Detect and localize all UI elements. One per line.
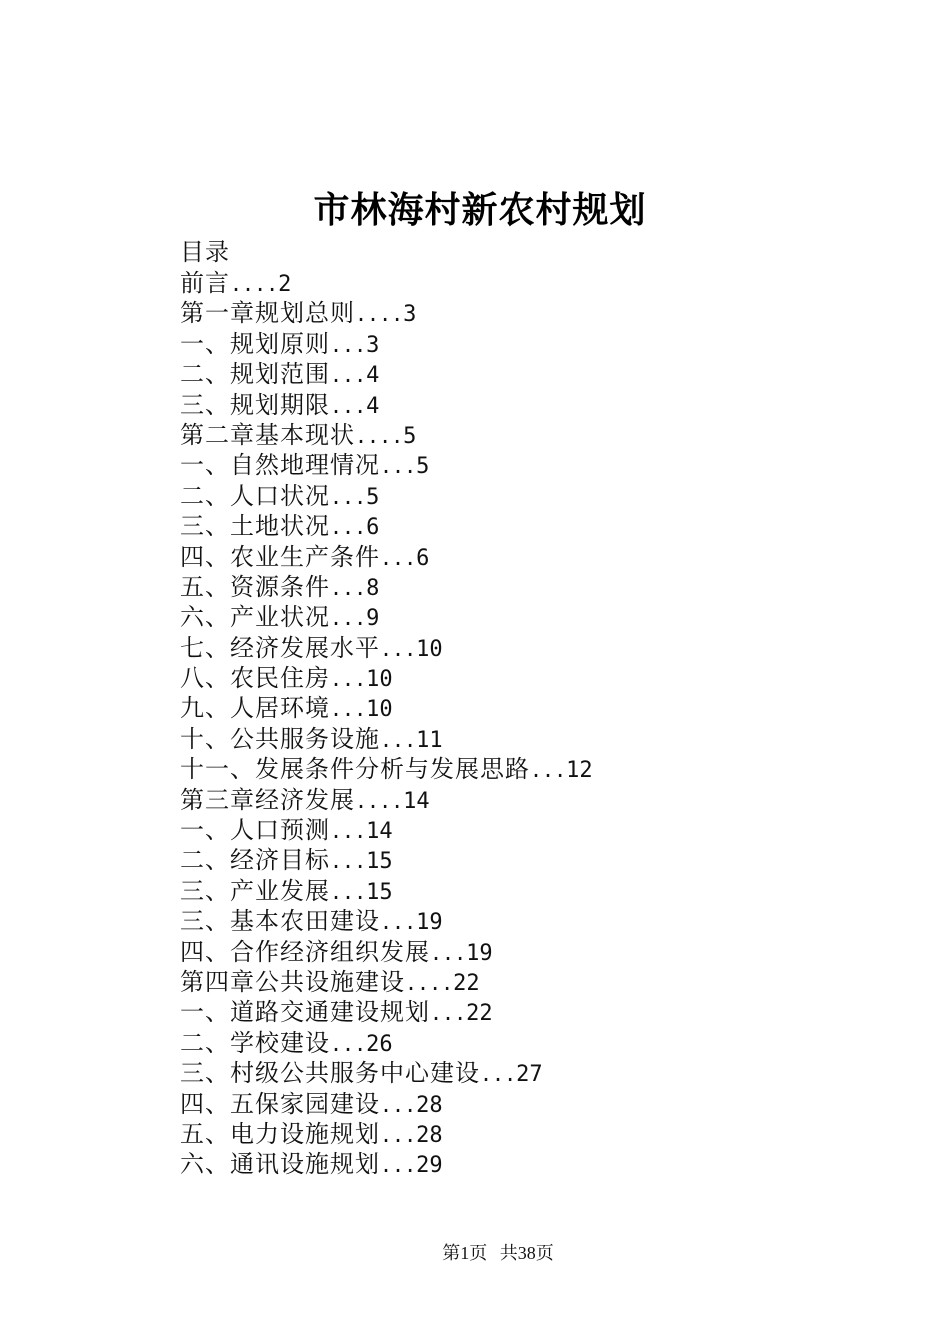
toc-entry[interactable] (180, 450, 593, 480)
toc-entry[interactable] (180, 1119, 593, 1149)
toc-entry-leader-dots: ... (380, 454, 417, 479)
toc-entry-title: 一、自然地理情况 (180, 451, 380, 480)
toc-entry[interactable] (180, 693, 593, 723)
toc-entry-leader-dots: ... (330, 332, 367, 357)
toc-entry-leader-dots: .... (355, 788, 404, 813)
toc-entry-page-number: 29 (416, 1153, 443, 1179)
toc-entry-title: 三、土地状况 (180, 512, 330, 541)
toc-entry-page-number: 6 (416, 545, 430, 571)
toc-entry-page-number: 27 (516, 1062, 543, 1088)
toc-entry[interactable] (180, 937, 593, 967)
footer-page-current: 第1页 (442, 1243, 488, 1263)
toc-entry-leader-dots: ... (330, 484, 367, 509)
toc-entry-page-number: 14 (403, 788, 430, 814)
toc-entry-leader-dots: ... (430, 1001, 467, 1026)
toc-entry-title: 一、道路交通建设规划 (180, 998, 430, 1027)
toc-entry-title: 三、基本农田建设 (180, 907, 380, 936)
toc-entry-page-number: 12 (566, 758, 593, 784)
toc-entry-title: 二、人口状况 (180, 481, 330, 510)
toc-entry-leader-dots: .... (355, 302, 404, 327)
toc-entry-page-number: 10 (366, 697, 393, 723)
toc-entry-leader-dots: ... (380, 910, 417, 935)
toc-entry-title: 四、合作经济组织发展 (180, 937, 430, 966)
toc-entry-leader-dots: ... (330, 819, 367, 844)
toc-entry-page-number: 10 (416, 636, 443, 662)
toc-entry-page-number: 5 (416, 454, 430, 480)
toc-entry[interactable] (180, 572, 593, 602)
toc-entry-title: 二、学校建设 (180, 1028, 330, 1057)
toc-entry[interactable] (180, 298, 593, 328)
toc-entry-leader-dots: ... (330, 575, 367, 600)
toc-entry-page-number: 9 (366, 606, 380, 632)
toc-entry[interactable] (180, 268, 593, 298)
toc-entry-page-number: 5 (366, 484, 380, 510)
toc-entry[interactable] (180, 602, 593, 632)
toc-entry-page-number: 19 (466, 940, 493, 966)
toc-entry-page-number: 28 (416, 1092, 443, 1118)
toc-entry-page-number: 6 (366, 515, 380, 541)
toc-entry[interactable] (180, 663, 593, 693)
toc-entry-title: 第四章公共设施建设 (180, 967, 405, 996)
toc-entry-page-number: 26 (366, 1031, 393, 1057)
toc-entry-title: 前言 (180, 269, 230, 297)
toc-entry[interactable] (180, 815, 593, 845)
toc-entry-leader-dots: ... (480, 1062, 517, 1087)
toc-entry[interactable] (180, 359, 593, 389)
toc-entry-title: 五、电力设施规划 (180, 1119, 380, 1148)
toc-entry[interactable] (180, 876, 593, 906)
toc-entry-page-number: 14 (366, 819, 393, 845)
toc-entry[interactable] (180, 1058, 593, 1088)
toc-entry-leader-dots: ... (380, 1122, 417, 1147)
toc-entry-title: 六、通讯设施规划 (180, 1150, 380, 1179)
toc-entry-leader-dots: ... (430, 940, 467, 965)
toc-heading: 目录 (180, 238, 230, 266)
toc-entry-page-number: 22 (466, 1001, 493, 1027)
toc-entry-title: 三、产业发展 (180, 876, 330, 905)
toc-entry[interactable] (180, 967, 593, 997)
toc-entry-leader-dots: ... (380, 545, 417, 570)
toc-entry-title: 三、村级公共服务中心建设 (180, 1059, 480, 1088)
toc-entry[interactable] (180, 1028, 593, 1058)
toc-entry-leader-dots: ... (530, 758, 567, 783)
toc-entry-title: 第三章经济发展 (180, 785, 355, 814)
toc-entry-leader-dots: ... (380, 1092, 417, 1117)
toc-entry-leader-dots: ... (330, 879, 367, 904)
toc-entry-page-number: 28 (416, 1122, 443, 1148)
toc-entry[interactable] (180, 1089, 593, 1119)
toc-entry[interactable] (180, 754, 593, 784)
toc-entry-title: 第二章基本现状 (180, 420, 355, 449)
toc-entry-page-number: 15 (366, 879, 393, 905)
toc-entry-page-number: 3 (403, 302, 417, 328)
toc-entry-page-number: 2 (278, 272, 292, 297)
toc-entry-title: 八、农民住房 (180, 664, 330, 693)
toc-entry-title: 十、公共服务设施 (180, 724, 380, 753)
toc-entry[interactable] (180, 724, 593, 754)
toc-entry-page-number: 10 (366, 667, 393, 693)
toc-entry-leader-dots: ... (330, 515, 367, 540)
toc-entry[interactable] (180, 481, 593, 511)
toc-entry-page-number: 19 (416, 910, 443, 936)
toc-entry-page-number: 5 (403, 423, 417, 449)
toc-entry-leader-dots: ... (330, 363, 367, 388)
toc-entry-page-number: 8 (366, 575, 380, 601)
toc-entry[interactable] (180, 845, 593, 875)
table-of-contents (180, 268, 593, 1180)
toc-entry-title: 十一、发展条件分析与发展思路 (180, 755, 530, 784)
toc-entry[interactable] (180, 1149, 593, 1179)
footer-page-total: 共38页 (499, 1243, 554, 1263)
toc-entry-page-number: 4 (366, 393, 380, 419)
document-title: 市林海村新农村规划 (313, 189, 647, 231)
toc-entry-leader-dots: .... (405, 970, 454, 995)
toc-entry[interactable] (180, 542, 593, 572)
toc-entry-title: 四、五保家园建设 (180, 1089, 380, 1118)
toc-entry-title: 二、经济目标 (180, 846, 330, 875)
toc-entry-title: 一、人口预测 (180, 816, 330, 845)
toc-entry[interactable] (180, 785, 593, 815)
toc-entry-title: 九、人居环境 (180, 694, 330, 723)
toc-entry[interactable] (180, 906, 593, 936)
toc-entry-leader-dots: ... (380, 1153, 417, 1178)
toc-entry-title: 七、经济发展水平 (180, 633, 380, 662)
toc-entry-leader-dots: ... (330, 393, 367, 418)
page-footer (0, 1240, 950, 1266)
toc-entry[interactable] (180, 633, 593, 663)
toc-entry-leader-dots: ... (330, 849, 367, 874)
toc-entry-page-number: 22 (453, 970, 480, 996)
toc-entry-page-number: 3 (366, 332, 380, 358)
toc-entry-leader-dots: ... (330, 1031, 367, 1056)
toc-entry-leader-dots: .... (230, 272, 279, 296)
toc-entry-leader-dots: ... (330, 667, 367, 692)
toc-entry-title: 第一章规划总则 (180, 299, 355, 328)
toc-entry[interactable] (180, 511, 593, 541)
toc-entry-title: 六、产业状况 (180, 603, 330, 632)
toc-entry-leader-dots: .... (355, 423, 404, 448)
toc-entry-page-number: 15 (366, 849, 393, 875)
toc-entry[interactable] (180, 997, 593, 1027)
toc-entry-title: 一、规划原则 (180, 329, 330, 358)
toc-entry[interactable] (180, 390, 593, 420)
toc-entry[interactable] (180, 329, 593, 359)
toc-entry-title: 三、规划期限 (180, 390, 330, 419)
toc-entry[interactable] (180, 420, 593, 450)
toc-entry-leader-dots: ... (330, 697, 367, 722)
toc-entry-leader-dots: ... (380, 636, 417, 661)
toc-entry-leader-dots: ... (330, 606, 367, 631)
toc-entry-page-number: 11 (416, 727, 443, 753)
toc-entry-title: 五、资源条件 (180, 572, 330, 601)
toc-entry-title: 二、规划范围 (180, 360, 330, 389)
toc-entry-leader-dots: ... (380, 727, 417, 752)
toc-entry-page-number: 4 (366, 363, 380, 389)
toc-entry-title: 四、农业生产条件 (180, 542, 380, 571)
